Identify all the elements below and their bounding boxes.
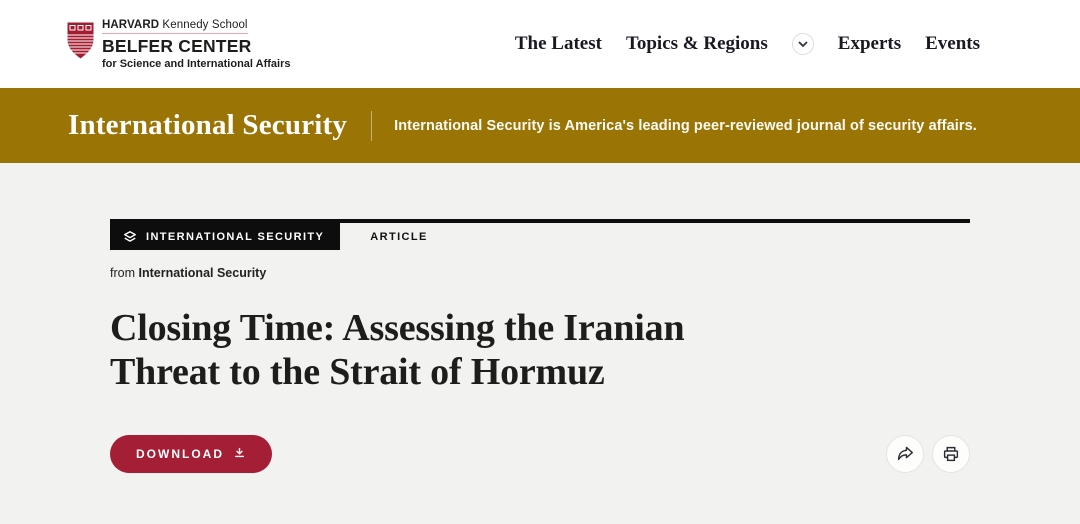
program-banner [0, 88, 1080, 163]
topics-regions-dropdown-toggle[interactable] [792, 33, 814, 55]
logo-subtitle: for Science and International Affairs [102, 57, 291, 70]
logo-text [102, 19, 290, 70]
download-icon [233, 447, 246, 460]
print-button[interactable] [932, 435, 970, 473]
from-source-link[interactable]: International Security [138, 266, 267, 280]
program-banner-title[interactable]: International Security [68, 109, 348, 141]
logo-school-line [102, 19, 248, 34]
printer-icon [942, 445, 960, 463]
banner-divider [371, 111, 372, 141]
article-content [0, 163, 1080, 473]
program-tab-label: INTERNATIONAL SECURITY [146, 230, 325, 243]
logo-harvard-word: HARVARD [102, 18, 160, 31]
program-tab[interactable] [110, 223, 340, 250]
harvard-shield-icon [66, 21, 95, 61]
layers-icon [123, 230, 137, 244]
share-forward-icon [896, 446, 914, 462]
share-button[interactable] [886, 435, 924, 473]
article-type-label: ARTICLE [370, 230, 428, 243]
site-header [0, 0, 1080, 88]
article-tools [886, 435, 970, 473]
action-row [110, 435, 970, 473]
download-button-label: DOWNLOAD [136, 446, 224, 461]
label-row [110, 223, 970, 250]
main-nav [515, 33, 980, 55]
from-line [110, 266, 970, 280]
logo-belfer-center: BELFER CENTER [102, 35, 252, 56]
nav-topics-regions[interactable]: Topics & Regions [625, 33, 768, 54]
chevron-down-icon [798, 41, 808, 48]
article-title-line-2: Threat to the Strait of Hormuz [110, 351, 605, 394]
logo-kennedy-school-word: Kennedy School [159, 18, 248, 31]
program-banner-tagline: International Security is America's leading peer-reviewed journal of security affairs. [394, 117, 977, 134]
download-button[interactable] [110, 435, 272, 473]
article-title-line-1: Closing Time: Assessing the Iranian [110, 307, 685, 349]
from-prefix: from [110, 266, 135, 280]
nav-the-latest[interactable]: The Latest [514, 33, 602, 54]
nav-events[interactable]: Events [925, 33, 980, 54]
belfer-center-logo[interactable] [66, 19, 290, 70]
article-title [110, 306, 970, 395]
nav-experts[interactable]: Experts [837, 33, 902, 54]
